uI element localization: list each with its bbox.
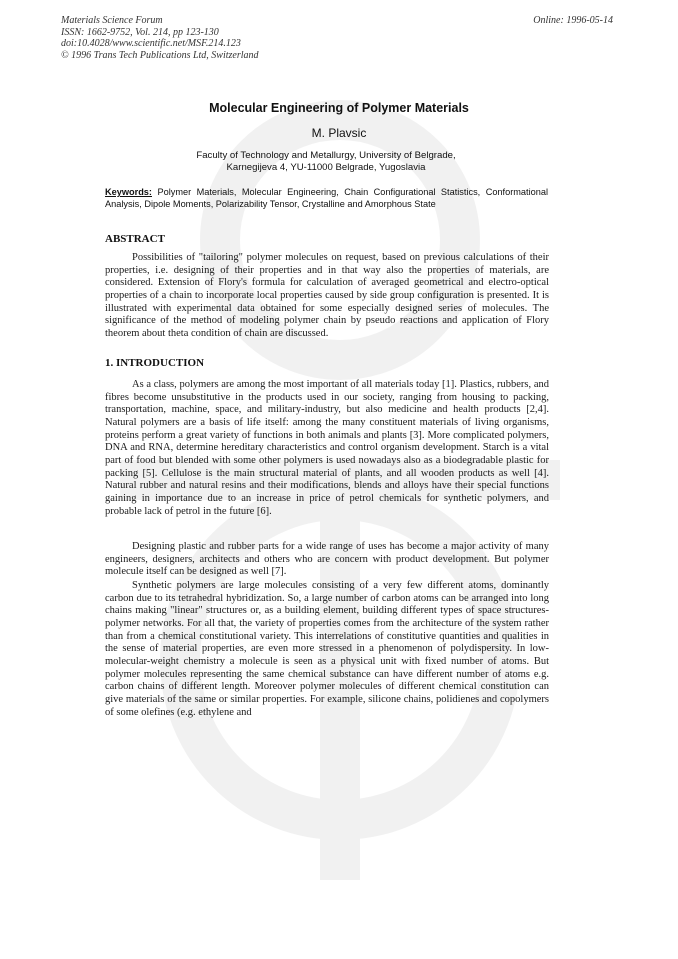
abstract-heading: ABSTRACT (105, 233, 165, 245)
keywords-block (105, 186, 548, 210)
affiliation (0, 150, 652, 174)
introduction-heading: 1. INTRODUCTION (105, 357, 205, 369)
copyright-line: © 1996 Trans Tech Publications Ltd, Switzerland (61, 49, 259, 61)
citation-header (61, 15, 259, 61)
keywords-text: Polymer Materials, Molecular Engineering, Chain Configurational Statistics, Conformational Analysis, Dipole Moments, Polarizability Tensor, Crystalline and Amorphous State (105, 187, 548, 209)
abstract-text: Possibilities of "tailoring" polymer molecules on request, based on previous calculations of their properties, i.e. designing of their properties and in that way also the properties of materials, are considered. Extension of Flory's formula for calculation of averaged geometrical and electro-optical properties of a chain to incorporate local properties caused by side group configuration is presented. It is illustrated with experimental data obtained for some especially designed series of molecules. The significance of the method of modeling polymer chain by pseudo reactions and application of Flory theorem about theta condition of chain are discussed. (105, 252, 549, 339)
journal-name: Materials Science Forum (61, 15, 163, 26)
affiliation-line-2: Karnegijeva 4, YU-11000 Belgrade, Yugoslavia (226, 162, 426, 173)
doi-link[interactable]: doi:10.4028/www.scientific.net/MSF.214.123 (61, 38, 241, 49)
paper-title: Molecular Engineering of Polymer Materials (209, 101, 469, 115)
issn-line: ISSN: 1662-9752, Vol. 214, pp 123-130 (61, 26, 219, 38)
intro-paragraph-2: Designing plastic and rubber parts for a wide range of uses has become a major activity of many engineers, designers, architects and others who are concern with product development. But polymer molecule itself can be designed as well [7]. (105, 541, 549, 578)
affiliation-line-1: Faculty of Technology and Metallurgy, University of Belgrade, (196, 150, 456, 161)
author-name: M. Plavsic (311, 126, 367, 140)
intro-paragraph-1: As a class, polymers are among the most important of all materials today [1]. Plastics, rubbers, and fibres become unsubstitutive in the products used in our society, ranging from housing to packing, transportation, machine, space, and military-industry, but also medicine and health products [2,4]. Natural polymers are a basis of life itself: among the many constituent materials of living organisms, proteins perform a great variety of functions in both animals and plants [3]. More complicated polymers, DNA and RNA, determine hereditary characteristics and control organism development. Starch is a vital part of food but blended with some other polymers is used nowadays also as a biodegradable plastic for packing [5]. Cellulose is the main structural material of plants, and all wooden products as well [4]. Natural rubber and natural resins and their modifications, blends and alloys have their special functions gaining in importance due to an increase in price of petrol chemicals for synthetic polymers, and probable lack of petrol in the future [6]. (105, 379, 549, 517)
intro-paragraph-3: Synthetic polymers are large molecules consisting of a very few different atoms, dominantly carbon due to its tetrahedral hybridization. So, a large number of carbon atoms can be arranged into long chains making "linear" structures or, as a building element, building different types of space structures-polymer networks. For all that, the variety of properties comes from the architecture of the system rather than from a chemical constitutional variety. This interrelations of constitutive quantities and qualities in the sense of material properties, are even more stressed in a phenomenon of polydispersity. In low-molecular-weight chemistry a molecule is seen as a physical unit with fixed number of atoms. But polymer molecules representing the same chemical substance can have different number of atoms e.g. carbon chains of different length. Moreover polymer molecules of different chemical constitution can give materials of the same or similar properties. For example, silicone chains, polidienes and copolymers of some olefines (e.g. ethylene and (105, 580, 549, 718)
keywords-label: Keywords: (105, 187, 152, 197)
online-date: Online: 1996-05-14 (533, 15, 613, 26)
